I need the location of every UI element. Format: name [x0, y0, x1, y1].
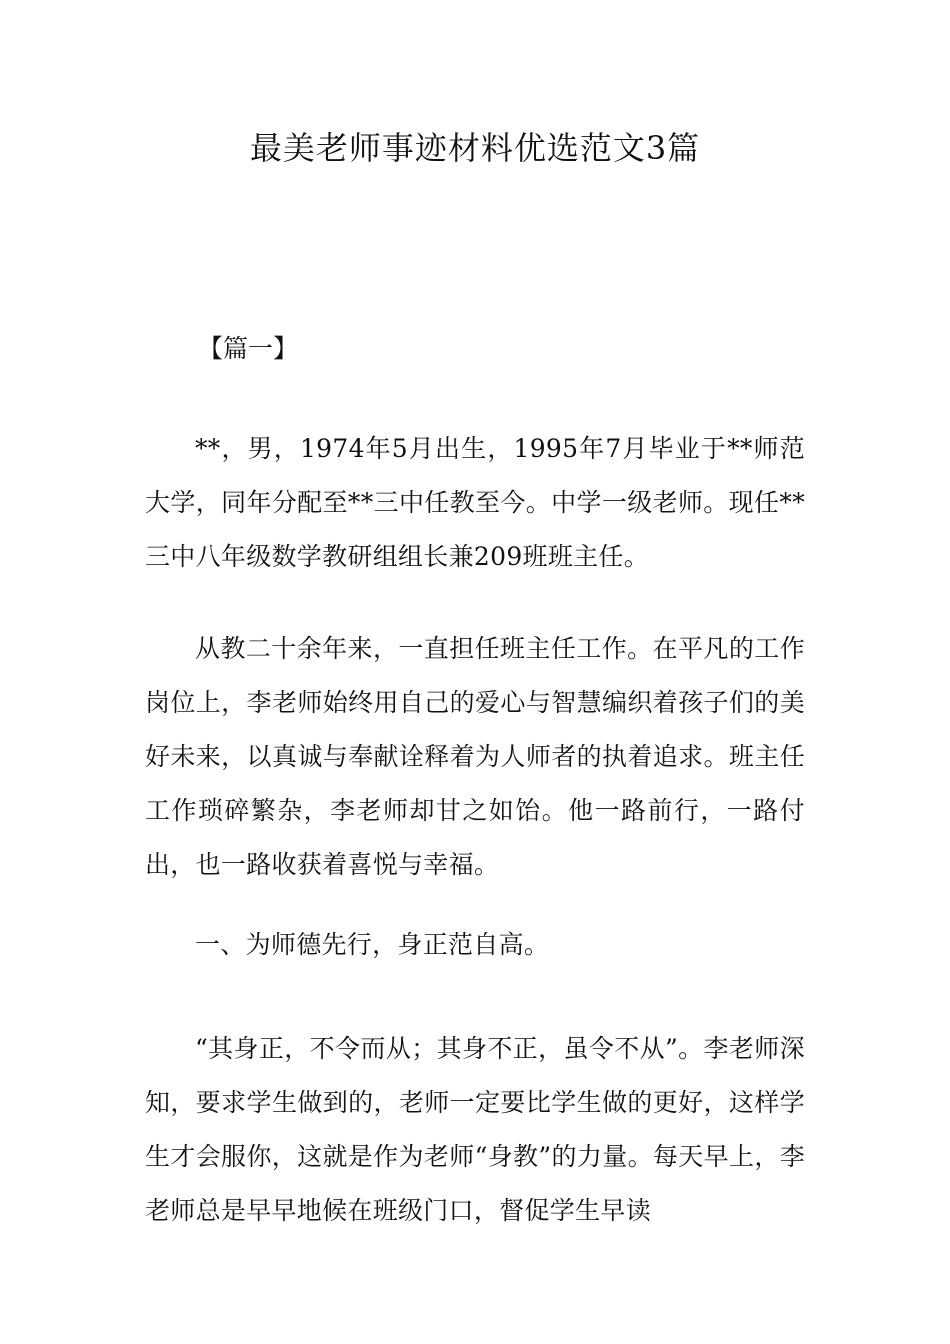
paragraph-intro: **，男，1974年5月出生，1995年7月毕业于**师范大学，同年分配至**三中任教至今。中学一级老师。现任**三中八年级数学教研组组长兼209班班主任。	[145, 434, 805, 571]
paragraph-heading-one: 一、为师德先行，身正范自高。	[195, 930, 550, 959]
document-title: 最美老师事迹材料优选范文3篇	[249, 129, 701, 167]
paragraph-morality: “其身正，不令而从；其身不正，虽令不从”。李老师深知，要求学生做到的，老师一定要比学生做的更好，这样学生才会服你，这就是作为老师“身教”的力量。每天早上，李老师总是早早地候在班级门口，督促学生早读	[145, 1034, 805, 1225]
paragraph-career: 从教二十余年来，一直担任班主任工作。在平凡的工作岗位上，李老师始终用自己的爱心与智慧编织着孩子们的美好未来，以真诚与奉献诠释着为人师者的执着追求。班主任工作琐碎繁杂，李老师却甘之如饴。他一路前行，一路付出，也一路收获着喜悦与幸福。	[145, 634, 805, 879]
section-label: 【篇一】	[198, 334, 299, 363]
